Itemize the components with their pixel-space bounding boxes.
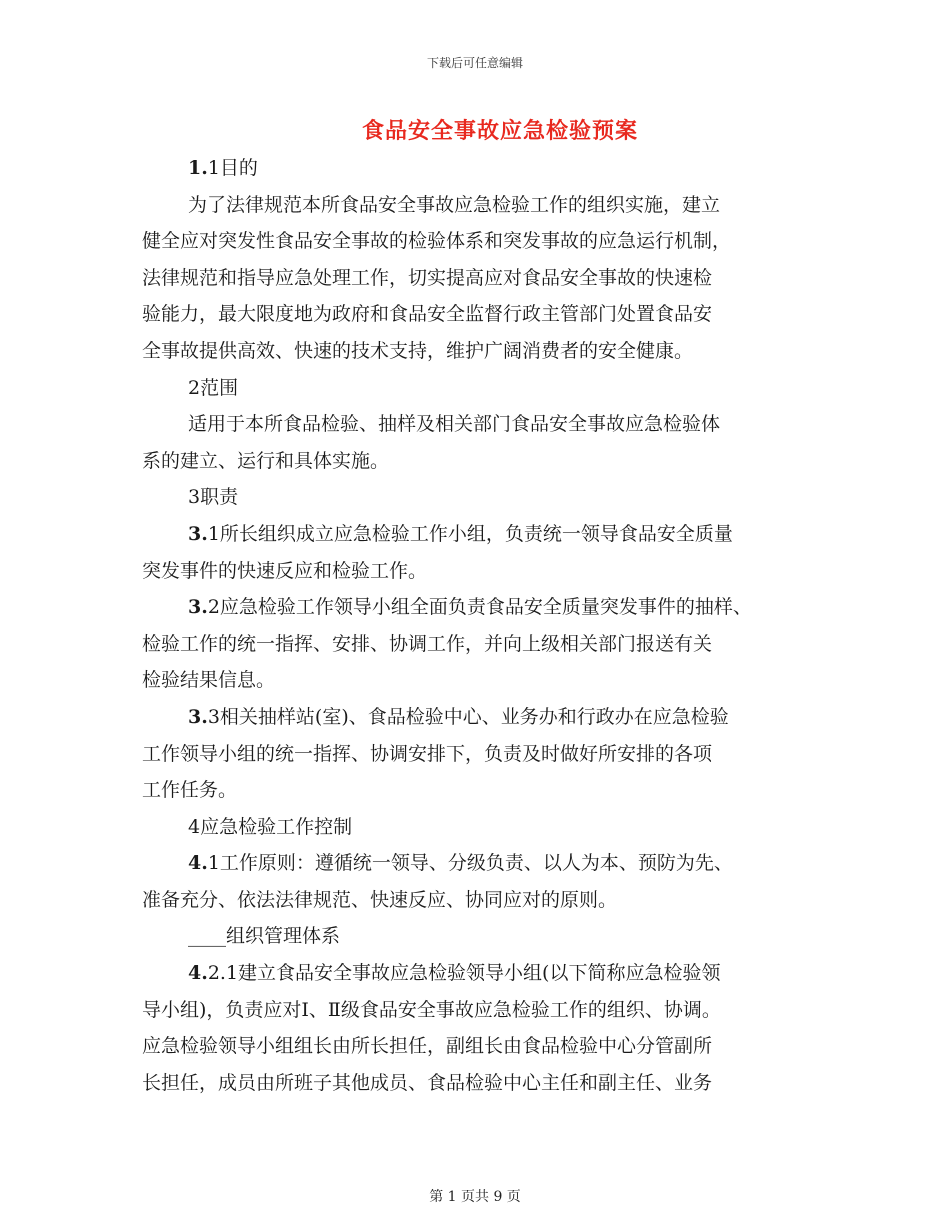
- paragraph: [142, 955, 832, 1101]
- paragraph: [142, 479, 832, 516]
- paragraph-text: 2.1建立食品安全事故应急检验领导小组(以下简称应急检验领 导小组)，负责应对Ⅰ、Ⅱ级食品安全事故应急检验工作的组织、协调。 应急检验领导小组组长由所长担任，副组长由食品检验中心分管副所 长担任，成员由所班子其他成员、食品检验中心主任和副主任、业务: [142, 962, 721, 1094]
- document-body: [142, 150, 832, 1101]
- paragraph: [142, 699, 832, 809]
- paragraph-text: 2应急检验工作领导小组全面负责食品安全质量突发事件的抽样、 检验工作的统一指挥、安排、协调工作，并向上级相关部门报送有关 检验结果信息。: [142, 596, 752, 692]
- document-title: 食品安全事故应急检验预案: [361, 118, 638, 144]
- section-number: 4.: [188, 962, 208, 985]
- section-number: 1.: [188, 157, 208, 179]
- paragraph: [142, 845, 832, 918]
- paragraph-text: 3相关抽样站(室)、食品检验中心、业务办和行政办在应急检验 工作领导小组的统一指挥、协调安排下，负责及时做好所安排的各项 工作任务。: [142, 705, 729, 802]
- paragraph: [142, 516, 832, 589]
- paragraph: [142, 370, 832, 407]
- paragraph-text: 为了法律规范本所食品安全事故应急检验工作的组织实施，建立 健全应对突发性食品安全事故的检验体系和突发事故的应急运行机制， 法律规范和指导应急处理工作，切实提高应对食品安全事故的快速检 验能力，最大限度地为政府和食品安全监督行政主管部门处置食品安 全事故提供高效、快速的技术支持，维护广阔消费者的安全健康。: [142, 193, 732, 362]
- section-number: 3.: [188, 705, 208, 728]
- section-number: 3.: [188, 596, 208, 619]
- paragraph: [142, 809, 832, 846]
- paragraph-text: 1工作原则：遵循统一领导、分级负责、以人为本、预防为先、 准备充分、依法法律规范、快速反应、协同应对的原则。: [142, 852, 733, 911]
- section-number: 4.: [188, 852, 208, 875]
- paragraph-text: 适用于本所食品检验、抽样及相关部门食品安全事故应急检验体 系的建立、运行和具体实施。: [142, 413, 721, 472]
- paragraph-text: 3职责: [188, 486, 239, 509]
- paragraph: [142, 187, 832, 370]
- section-number: 3.: [188, 522, 208, 545]
- paragraph-text: 2范围: [188, 376, 239, 399]
- paragraph: [142, 150, 832, 187]
- paragraph: [142, 918, 832, 955]
- paragraph-text: ____组织管理体系: [188, 925, 341, 948]
- paragraph: [142, 406, 832, 479]
- page-footer: 第 1 页共 9 页: [429, 1189, 521, 1205]
- paragraph: [142, 589, 832, 699]
- header-note: 下载后可任意编辑: [426, 56, 523, 70]
- paragraph-text: 1所长组织成立应急检验工作小组，负责统一领导食品安全质量 突发事件的快速反应和检验工作。: [142, 522, 733, 582]
- paragraph-text: 4应急检验工作控制: [188, 815, 353, 838]
- paragraph-text: 1目的: [207, 157, 258, 179]
